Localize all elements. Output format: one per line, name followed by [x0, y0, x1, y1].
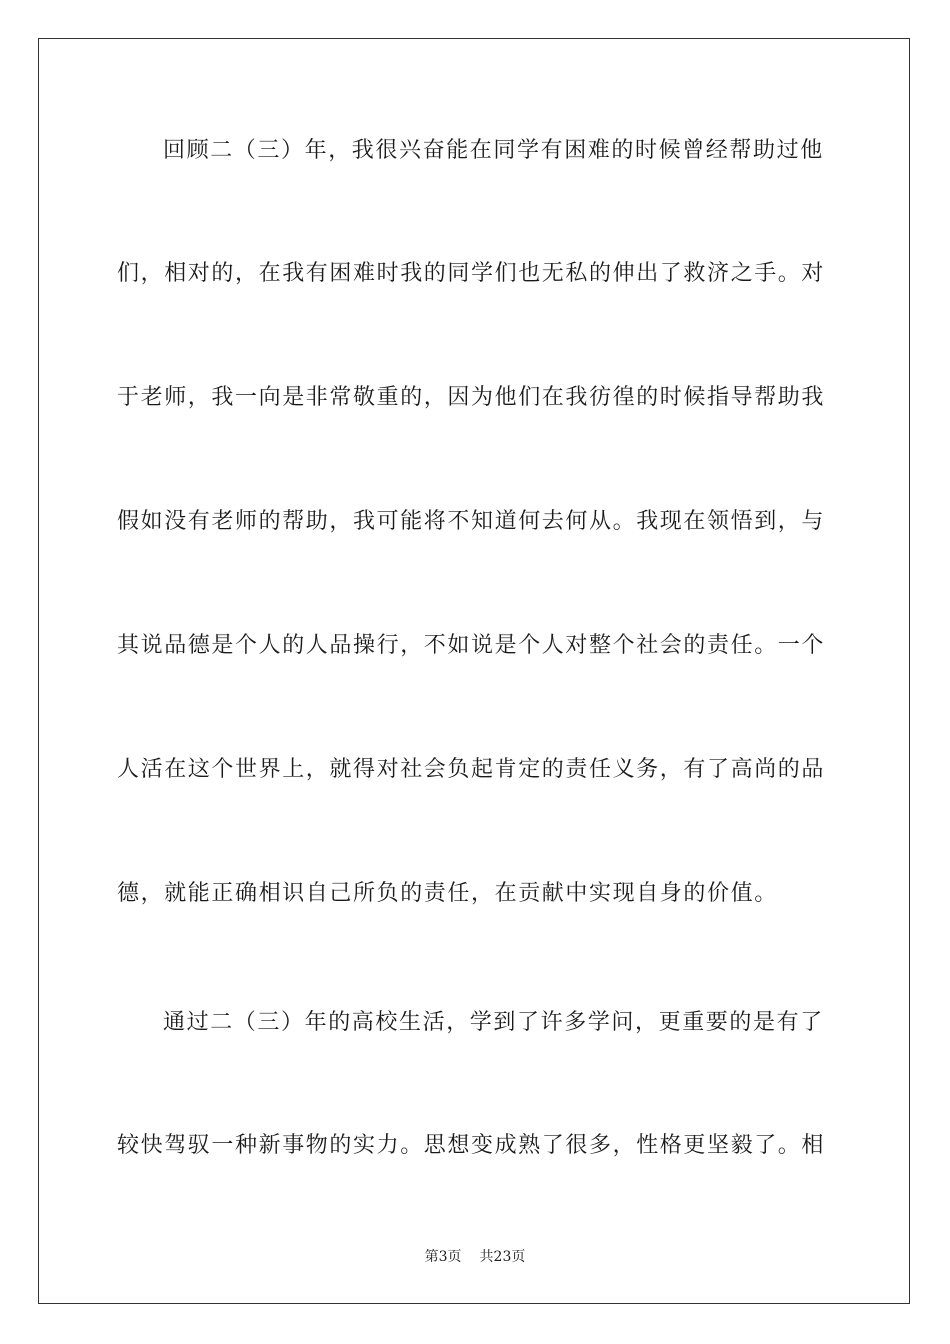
paragraph-line: 们，相对的，在我有困难时我的同学们也无私的伸出了救济之手。对	[117, 261, 826, 286]
paragraph-line: 其说品德是个人的人品操行，不如说是个人对整个社会的责任。一个	[117, 633, 826, 658]
paragraph-line: 回顾二（三）年，我很兴奋能在同学有困难的时候曾经帮助过他	[163, 138, 824, 163]
page-total: 共23页	[479, 1249, 526, 1265]
paragraph-line: 假如没有老师的帮助，我可能将不知道何去何从。我现在领悟到，与	[117, 509, 826, 534]
paragraph-line: 于老师，我一向是非常敬重的，因为他们在我彷徨的时候指导帮助我	[117, 385, 826, 410]
paragraph-line: 人活在这个世界上，就得对社会负起肯定的责任义务，有了高尚的品	[117, 757, 826, 782]
page-number: 第3页	[424, 1249, 462, 1265]
page-footer	[0, 1246, 950, 1266]
paragraph-line: 较快驾驭一种新事物的实力。思想变成熟了很多，性格更坚毅了。相	[117, 1133, 826, 1158]
page-border	[38, 38, 910, 1304]
paragraph-line: 通过二（三）年的高校生活，学到了许多学问，更重要的是有了	[163, 1010, 824, 1035]
paragraph-line: 德，就能正确相识自己所负的责任，在贡献中实现自身的价值。	[117, 881, 778, 906]
